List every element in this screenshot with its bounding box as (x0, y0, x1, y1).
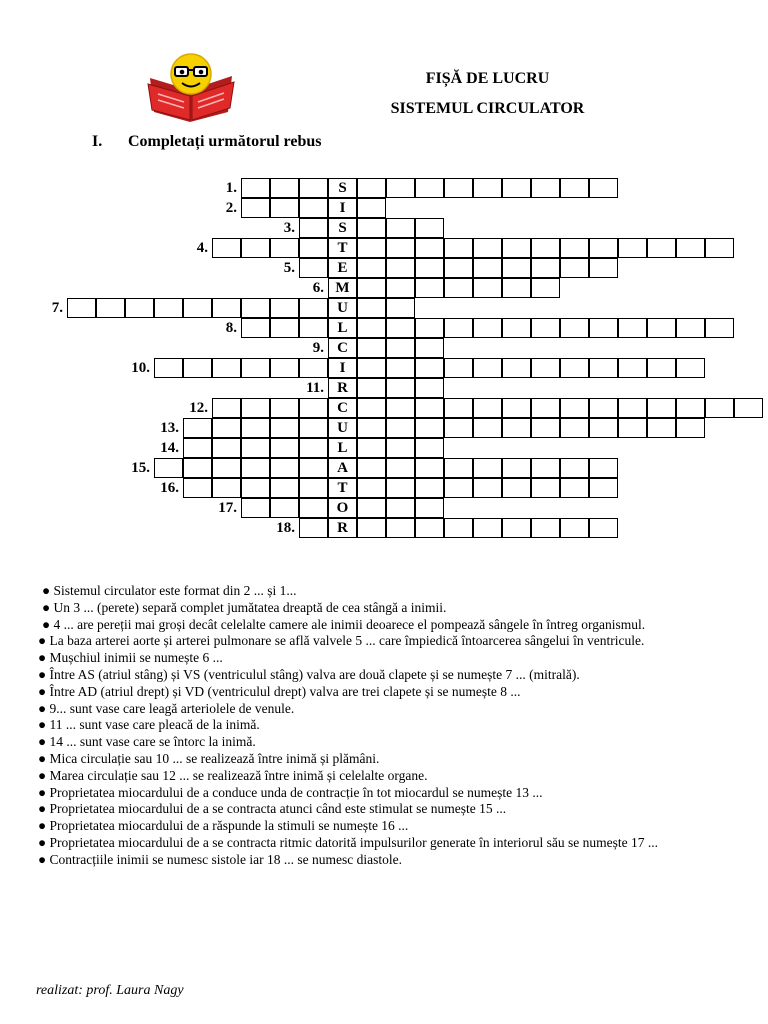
crossword-cell[interactable] (618, 318, 647, 338)
crossword-cell[interactable] (386, 318, 415, 338)
crossword-cell[interactable] (212, 458, 241, 478)
crossword-cell[interactable] (502, 278, 531, 298)
crossword-cell[interactable] (357, 418, 386, 438)
clue-item: ● La baza arterei aorte și arterei pulmonare se află valvele 5 ... care împiedică întoarcerea sângelui în ventricule. (38, 633, 645, 649)
crossword-key-cell: O (328, 498, 357, 518)
crossword-cell[interactable] (212, 398, 241, 418)
author-credit: realizat: prof. Laura Nagy (36, 983, 184, 998)
crossword-cell[interactable] (386, 298, 415, 318)
crossword-cell[interactable] (502, 418, 531, 438)
crossword-cell[interactable] (154, 458, 183, 478)
crossword-cell[interactable] (473, 398, 502, 418)
crossword-cell[interactable] (270, 398, 299, 418)
crossword-cell[interactable] (241, 298, 270, 318)
crossword-cell[interactable] (299, 258, 328, 278)
crossword-row-number: 5. (283, 260, 295, 276)
crossword-cell[interactable] (531, 278, 560, 298)
crossword-cell[interactable] (502, 358, 531, 378)
crossword-cell[interactable] (386, 338, 415, 358)
crossword-cell[interactable] (531, 358, 560, 378)
crossword-cell[interactable] (415, 518, 444, 538)
crossword-row-number: 6. (312, 280, 324, 296)
crossword-cell[interactable] (212, 298, 241, 318)
crossword-cell[interactable] (357, 198, 386, 218)
crossword-cell[interactable] (357, 398, 386, 418)
crossword-cell[interactable] (415, 418, 444, 438)
crossword-row-number: 14. (160, 440, 179, 456)
crossword-cell[interactable] (212, 418, 241, 438)
crossword-cell[interactable] (415, 378, 444, 398)
crossword-cell[interactable] (473, 258, 502, 278)
crossword-cell[interactable] (560, 518, 589, 538)
crossword-cell[interactable] (531, 178, 560, 198)
clue-item: ● Între AS (atriul stâng) și VS (ventriculul stâng) valva are două clapete și se numește 7 ... (mitrală). (38, 666, 580, 682)
crossword-cell[interactable] (560, 178, 589, 198)
crossword-cell[interactable] (125, 298, 154, 318)
crossword-cell[interactable] (241, 358, 270, 378)
crossword-cell[interactable] (589, 358, 618, 378)
clue-item: ● Mușchiul inimii se numește 6 ... (38, 650, 223, 666)
clue-item: ● 11 ... sunt vase care pleacă de la inimă. (38, 717, 260, 733)
crossword-cell[interactable] (560, 398, 589, 418)
clue-item: ● 4 ... are pereții mai groși decât celelalte camere ale inimii deoarece el pompează sângele în întreg organismul. (42, 616, 646, 632)
crossword-row-number: 1. (225, 180, 237, 196)
crossword-cell[interactable] (183, 478, 212, 498)
crossword-cell[interactable] (502, 458, 531, 478)
crossword-cell[interactable] (473, 178, 502, 198)
crossword-key-cell: I (328, 198, 357, 218)
crossword-cell[interactable] (705, 398, 734, 418)
crossword-cell[interactable] (618, 398, 647, 418)
crossword-cell[interactable] (299, 238, 328, 258)
clue-list (22, 583, 742, 869)
crossword-cell[interactable] (357, 218, 386, 238)
crossword-cell[interactable] (502, 178, 531, 198)
crossword-key-cell: T (328, 478, 357, 498)
crossword-cell[interactable] (270, 458, 299, 478)
crossword-key-cell: L (328, 438, 357, 458)
crossword-key-cell: S (328, 178, 357, 198)
crossword-cell[interactable] (502, 478, 531, 498)
crossword-cell[interactable] (473, 518, 502, 538)
crossword-cell[interactable] (270, 238, 299, 258)
crossword-cell[interactable] (473, 478, 502, 498)
crossword-cell[interactable] (386, 178, 415, 198)
crossword-cell[interactable] (473, 278, 502, 298)
crossword-cell[interactable] (473, 458, 502, 478)
crossword-cell[interactable] (299, 298, 328, 318)
crossword-cell[interactable] (531, 478, 560, 498)
crossword-cell[interactable] (444, 178, 473, 198)
crossword-cell[interactable] (560, 418, 589, 438)
crossword-cell[interactable] (444, 258, 473, 278)
crossword-cell[interactable] (647, 318, 676, 338)
crossword-row-number: 10. (131, 360, 150, 376)
crossword-cell[interactable] (183, 438, 212, 458)
crossword-cell[interactable] (357, 298, 386, 318)
crossword-row-number: 2. (225, 200, 237, 216)
crossword-key-cell: C (328, 338, 357, 358)
crossword-cell[interactable] (589, 478, 618, 498)
crossword-cell[interactable] (734, 398, 763, 418)
crossword-cell[interactable] (241, 398, 270, 418)
crossword-cell[interactable] (415, 338, 444, 358)
crossword-cell[interactable] (386, 498, 415, 518)
crossword-cell[interactable] (589, 238, 618, 258)
crossword-key-cell: T (328, 238, 357, 258)
crossword-cell[interactable] (270, 438, 299, 458)
crossword-cell[interactable] (676, 238, 705, 258)
crossword-cell[interactable] (270, 418, 299, 438)
crossword-cell[interactable] (502, 258, 531, 278)
crossword-key-cell: S (328, 218, 357, 238)
crossword-row-number: 13. (160, 420, 179, 436)
crossword-cell[interactable] (270, 318, 299, 338)
crossword-cell[interactable] (415, 278, 444, 298)
crossword-cell[interactable] (444, 358, 473, 378)
crossword-cell[interactable] (154, 298, 183, 318)
crossword-cell[interactable] (560, 358, 589, 378)
crossword-cell[interactable] (183, 458, 212, 478)
crossword-cell[interactable] (473, 238, 502, 258)
crossword-cell[interactable] (473, 318, 502, 338)
crossword-cell[interactable] (386, 218, 415, 238)
crossword-cell[interactable] (415, 218, 444, 238)
crossword-cell[interactable] (386, 478, 415, 498)
crossword-cell[interactable] (444, 278, 473, 298)
crossword-cell[interactable] (212, 358, 241, 378)
crossword-cell[interactable] (473, 418, 502, 438)
crossword-cell[interactable] (386, 418, 415, 438)
crossword-cell[interactable] (386, 238, 415, 258)
crossword-key-cell: R (328, 378, 357, 398)
section-number: I. (92, 133, 103, 150)
crossword-cell[interactable] (386, 278, 415, 298)
crossword-cell[interactable] (531, 258, 560, 278)
crossword-cell[interactable] (67, 298, 96, 318)
crossword-row-number: 11. (306, 380, 324, 396)
crossword-cell[interactable] (618, 418, 647, 438)
crossword-cell[interactable] (299, 458, 328, 478)
crossword-cell[interactable] (618, 238, 647, 258)
crossword-cell[interactable] (589, 178, 618, 198)
crossword-cell[interactable] (386, 378, 415, 398)
crossword-cell[interactable] (415, 478, 444, 498)
crossword-key-cell: A (328, 458, 357, 478)
crossword-cell[interactable] (357, 458, 386, 478)
crossword-cell[interactable] (270, 478, 299, 498)
crossword-cell[interactable] (154, 358, 183, 378)
clue-item: ● Între AD (atriul drept) și VD (ventriculul drept) valva are trei clapete și se numește 8 ... (38, 683, 521, 699)
crossword-cell[interactable] (241, 418, 270, 438)
crossword-row-number: 9. (312, 340, 324, 356)
crossword-key-cell: E (328, 258, 357, 278)
crossword-cell[interactable] (357, 378, 386, 398)
crossword-cell[interactable] (270, 358, 299, 378)
crossword-cell[interactable] (502, 398, 531, 418)
crossword-cell[interactable] (531, 518, 560, 538)
crossword-cell[interactable] (560, 318, 589, 338)
crossword-cell[interactable] (589, 398, 618, 418)
crossword-cell[interactable] (415, 318, 444, 338)
crossword-cell[interactable] (357, 438, 386, 458)
crossword-cell[interactable] (299, 318, 328, 338)
crossword-cell[interactable] (183, 418, 212, 438)
crossword-cell[interactable] (299, 498, 328, 518)
crossword-cell[interactable] (415, 178, 444, 198)
crossword-cell[interactable] (647, 398, 676, 418)
crossword-row-number: 7. (51, 300, 63, 316)
worksheet-title: FIȘĂ DE LUCRU (425, 70, 550, 87)
crossword-cell[interactable] (241, 478, 270, 498)
crossword-row-number: 17. (218, 500, 237, 516)
crossword-cell[interactable] (299, 478, 328, 498)
crossword-cell[interactable] (560, 478, 589, 498)
crossword-cell[interactable] (270, 498, 299, 518)
crossword-row-number: 15. (131, 460, 150, 476)
crossword-cell[interactable] (415, 458, 444, 478)
crossword-key-cell: M (328, 278, 357, 298)
crossword-row-number: 4. (196, 240, 208, 256)
clue-item: ● Un 3 ... (perete) separă complet jumătatea dreaptă de cea stângă a inimii. (42, 599, 447, 615)
crossword-cell[interactable] (415, 258, 444, 278)
crossword-cell[interactable] (357, 498, 386, 518)
crossword-cell[interactable] (531, 238, 560, 258)
crossword-cell[interactable] (241, 438, 270, 458)
crossword-cell[interactable] (357, 478, 386, 498)
crossword-cell[interactable] (531, 418, 560, 438)
crossword-cell[interactable] (212, 438, 241, 458)
crossword-cell[interactable] (531, 458, 560, 478)
crossword-cell[interactable] (357, 258, 386, 278)
crossword-cell[interactable] (299, 518, 328, 538)
crossword-cell[interactable] (241, 198, 270, 218)
crossword-cell[interactable] (415, 438, 444, 458)
crossword-cell[interactable] (415, 238, 444, 258)
crossword-cell[interactable] (676, 418, 705, 438)
crossword-cell[interactable] (386, 438, 415, 458)
crossword-cell[interactable] (676, 318, 705, 338)
crossword-cell[interactable] (270, 298, 299, 318)
crossword-cell[interactable] (386, 518, 415, 538)
crossword-cell[interactable] (357, 318, 386, 338)
crossword-cell[interactable] (241, 458, 270, 478)
crossword-cell[interactable] (415, 358, 444, 378)
crossword-cell[interactable] (589, 258, 618, 278)
crossword-cell[interactable] (241, 498, 270, 518)
clue-item: ● Mica circulație sau 10 ... se realizează între inimă și plămâni. (38, 750, 380, 766)
crossword-cell[interactable] (676, 398, 705, 418)
section-instruction: Completați următorul rebus (128, 133, 322, 150)
crossword-cell[interactable] (560, 458, 589, 478)
crossword-cell[interactable] (183, 358, 212, 378)
crossword-cell[interactable] (502, 238, 531, 258)
clue-item: ● Sistemul circulator este format din 2 ... și 1... (42, 583, 297, 598)
crossword-row-number: 12. (189, 400, 208, 416)
crossword-cell[interactable] (676, 358, 705, 378)
crossword-cell[interactable] (183, 298, 212, 318)
crossword-cell[interactable] (705, 318, 734, 338)
crossword-row-number: 18. (276, 520, 295, 536)
crossword-cell[interactable] (270, 198, 299, 218)
crossword-cell[interactable] (357, 358, 386, 378)
crossword-cell[interactable] (299, 358, 328, 378)
crossword-key-cell: U (328, 298, 357, 318)
crossword-cell[interactable] (241, 318, 270, 338)
clue-item: ● Proprietatea miocardului de a conduce unda de contracție în tot miocardul se numește 13 ... (38, 784, 543, 800)
crossword-cell[interactable] (444, 518, 473, 538)
crossword-cell[interactable] (705, 238, 734, 258)
crossword-cell[interactable] (299, 438, 328, 458)
crossword-cell[interactable] (357, 278, 386, 298)
crossword-key-cell: C (328, 398, 357, 418)
crossword-cell[interactable] (444, 418, 473, 438)
crossword-cell[interactable] (299, 418, 328, 438)
crossword-key-cell: R (328, 518, 357, 538)
crossword-cell[interactable] (531, 318, 560, 338)
crossword-cell[interactable] (299, 198, 328, 218)
crossword-row-number: 8. (225, 320, 237, 336)
crossword-cell[interactable] (357, 518, 386, 538)
crossword-cell[interactable] (444, 318, 473, 338)
crossword-cell[interactable] (241, 178, 270, 198)
crossword-cell[interactable] (444, 458, 473, 478)
crossword-cell[interactable] (357, 338, 386, 358)
crossword-cell[interactable] (386, 458, 415, 478)
crossword-cell[interactable] (647, 238, 676, 258)
crossword-cell[interactable] (560, 238, 589, 258)
crossword-cell[interactable] (386, 398, 415, 418)
crossword-cell[interactable] (647, 358, 676, 378)
crossword-cell[interactable] (618, 358, 647, 378)
clue-item: ● Proprietatea miocardului de a răspunde la stimuli se numește 16 ... (38, 818, 409, 834)
crossword-key-cell: I (328, 358, 357, 378)
crossword-cell[interactable] (415, 398, 444, 418)
crossword-cell[interactable] (299, 218, 328, 238)
crossword-row-number: 3. (283, 220, 295, 236)
crossword-cell[interactable] (473, 358, 502, 378)
crossword-cell[interactable] (357, 178, 386, 198)
crossword-key-cell: L (328, 318, 357, 338)
crossword-cell[interactable] (589, 418, 618, 438)
clue-item: ● 9... sunt vase care leagă arteriolele de venule. (38, 700, 295, 716)
crossword-cell[interactable] (241, 238, 270, 258)
crossword-cell[interactable] (444, 478, 473, 498)
clue-item: ● Contracțiile inimii se numesc sistole iar 18 ... se numesc diastole. (38, 851, 402, 867)
crossword-cell[interactable] (560, 258, 589, 278)
clue-item: ● Proprietatea miocardului de a se contracta ritmic datorită impulsurilor generate în interiorul său se numește 17 ... (38, 834, 658, 850)
crossword-cell[interactable] (415, 498, 444, 518)
crossword-cell[interactable] (444, 238, 473, 258)
crossword-key-cell: U (328, 418, 357, 438)
crossword-cell[interactable] (589, 458, 618, 478)
crossword-cell[interactable] (270, 178, 299, 198)
crossword-cell[interactable] (444, 398, 473, 418)
clue-item: ● Proprietatea miocardului de a se contracta atunci când este stimulat se numește 15 ... (38, 801, 507, 817)
crossword-cell[interactable] (96, 298, 125, 318)
crossword-cell[interactable] (531, 398, 560, 418)
crossword-cell[interactable] (299, 398, 328, 418)
crossword-cell[interactable] (647, 418, 676, 438)
worksheet-subject: SISTEMUL CIRCULATOR (390, 100, 585, 117)
crossword-row-number: 16. (160, 480, 179, 496)
crossword-cell[interactable] (357, 238, 386, 258)
crossword-cell[interactable] (502, 518, 531, 538)
crossword-cell[interactable] (212, 478, 241, 498)
crossword-cell[interactable] (589, 318, 618, 338)
crossword-cell[interactable] (386, 258, 415, 278)
crossword-cell[interactable] (212, 238, 241, 258)
crossword-cell[interactable] (386, 358, 415, 378)
clue-item: ● Marea circulație sau 12 ... se realizează între inimă și celelalte organe. (38, 767, 428, 783)
crossword-cell[interactable] (589, 518, 618, 538)
crossword-cell[interactable] (299, 178, 328, 198)
clue-item: ● 14 ... sunt vase care se întorc la inimă. (38, 734, 256, 750)
crossword-cell[interactable] (502, 318, 531, 338)
